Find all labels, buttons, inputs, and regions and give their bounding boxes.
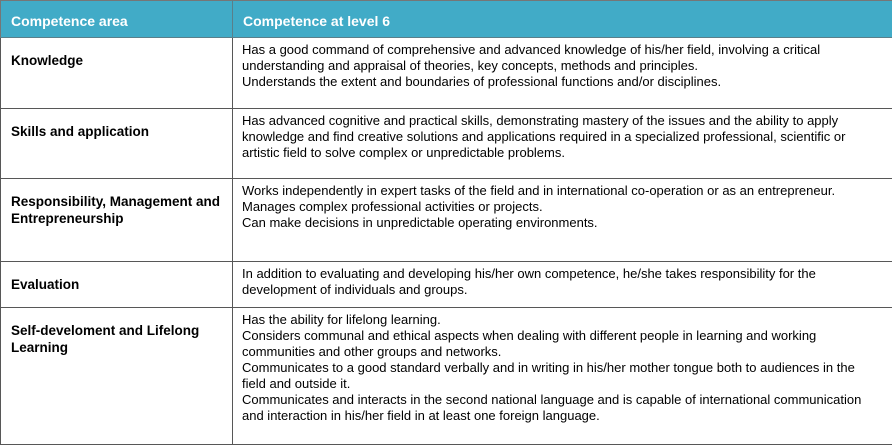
table-row-self-development-lifelong-learning [1,308,892,445]
desc-line: Understands the extent and boundaries of professional functions and/or disciplines. [242,74,722,89]
area-label: Knowledge [11,53,84,68]
area-cell-self-development [1,308,233,445]
table-row-evaluation [1,262,892,308]
table-row-skills-and-application [1,109,892,179]
desc-line: Works independently in expert tasks of the field and in international co-operation or as an entrepreneur. [242,183,836,198]
table-row-knowledge [1,38,892,109]
desc-line: Considers communal and ethical aspects when dealing with different people in learning and working communities and other groups and networks. [242,328,817,359]
area-label: Responsibility, Management and Entrepreneurship [11,194,221,226]
desc-line: Communicates and interacts in the second national language and is capable of international communication and interaction in his/her field in at least one foreign language. [242,392,862,423]
table-row-responsibility-management-entrepreneurship [1,179,892,262]
desc-line: In addition to evaluating and developing his/her own competence, he/she takes responsibility for the development of individuals and groups. [242,266,816,297]
header-competence-area: Competence area [1,1,233,38]
desc-line: Has advanced cognitive and practical skills, demonstrating mastery of the issues and the ability to apply knowledge and find creative solutions and applications required in a specialized professional, scientific or artistic field to solve complex or unpredictable problems. [242,113,846,160]
desc-line: Manages complex professional activities or projects. [242,199,543,214]
area-cell-evaluation [1,262,233,308]
area-label: Evaluation [11,277,80,292]
header-competence-at-level-6: Competence at level 6 [233,1,892,38]
desc-cell-responsibility [233,179,892,262]
area-label: Self-develoment and Lifelong Learning [11,323,200,355]
desc-cell-self-development [233,308,892,445]
desc-line: Has the ability for lifelong learning. [242,312,441,327]
desc-cell-knowledge [233,38,892,109]
area-label: Skills and application [11,124,150,139]
desc-line: Communicates to a good standard verbally and in writing in his/her mother tongue both to audiences in the field and outside it. [242,360,855,391]
desc-line: Can make decisions in unpredictable operating environments. [242,215,598,230]
desc-cell-skills [233,109,892,179]
area-cell-skills [1,109,233,179]
area-cell-knowledge [1,38,233,109]
desc-line: Has a good command of comprehensive and advanced knowledge of his/her field, involving a critical understanding and appraisal of theories, key concepts, methods and principles. [242,42,821,73]
area-cell-responsibility [1,179,233,262]
table-header-row [1,1,892,38]
desc-cell-evaluation [233,262,892,308]
